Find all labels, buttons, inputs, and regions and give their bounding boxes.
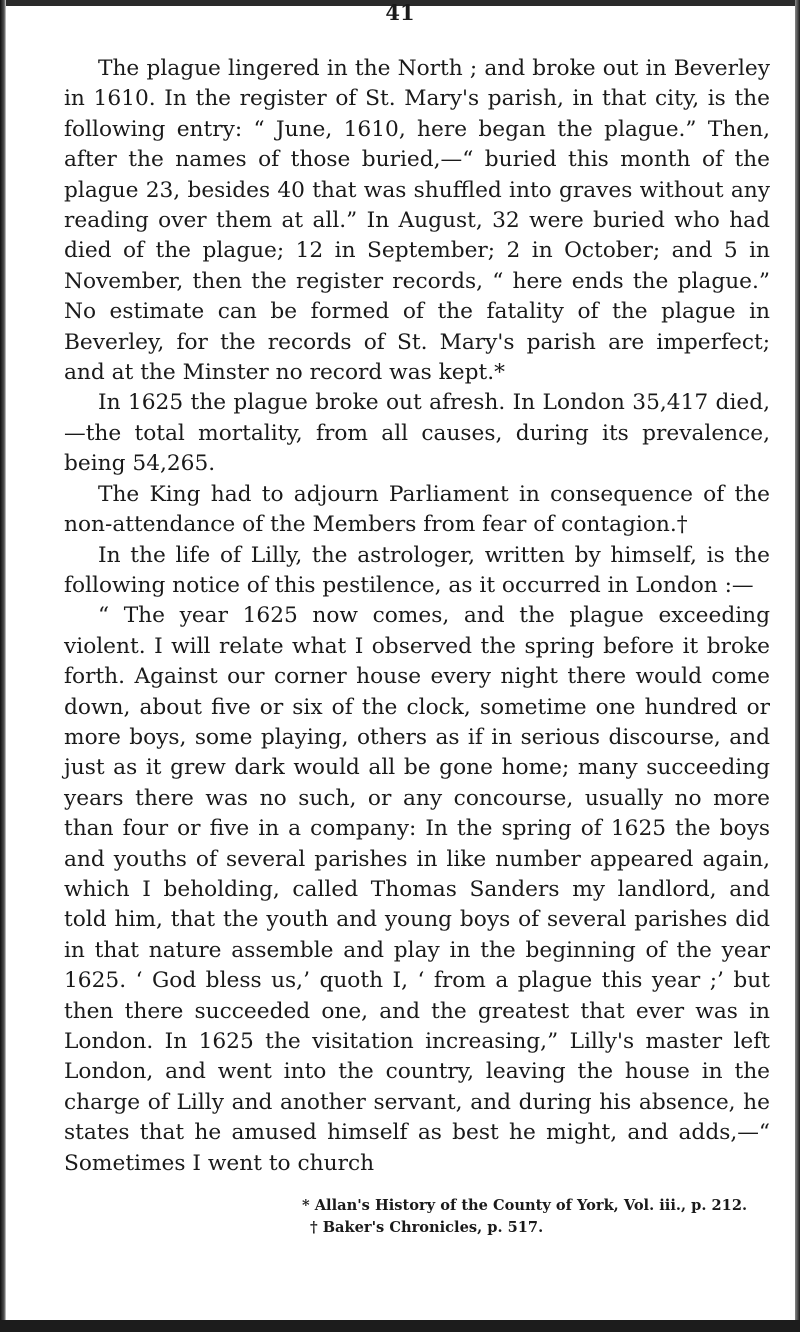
paragraph-lilly-intro: In the life of Lilly, the astrologer, written by himself, is the following notice of this pestilence, as it occurred in London :—: [64, 542, 770, 598]
page-body: [64, 54, 770, 1239]
paragraph-parliament-adjourned: The King had to adjourn Parliament in consequence of the non-attendance of the Members from fear of contagion.†: [64, 481, 770, 538]
footnote-baker: † Baker's Chronicles, p. 517.: [310, 1219, 544, 1237]
paragraph-beverley-plague: The plague lingered in the North ; and broke out in Beverley in 1610. In the register of St. Mary's parish, in that city, is the following entry: “ June, 1610, here began the plague.” Then, after the names of those buried,—“ buried this month of the plague 23, besides 40 that was shuffled into graves without any reading over them at all.” In August, 32 were buried who had died of the plague; 12 in September; 2 in October; and 5 in November, then the register records, “ here ends the plague.” No estimate can be formed of the fatality of the plague in Beverley, for the records of St. Mary's parish are imperfect; and at the Minster no record was kept.*: [64, 56, 770, 386]
paragraph-lilly-quote: “ The year 1625 now comes, and the plague exceeding violent. I will relate what I observed the spring before it broke forth. Against our corner house every night there would come down, about five or six of the clock, sometime one hundred or more boys, some playing, others as if in serious discourse, and just as it grew dark would all be gone home; many succeeding years there was no such, or any concourse, usually no more than four or five in a company: In the spring of 1625 the boys and youths of several parishes in like number appeared again, which I beholding, called Thomas Sanders my landlord, and told him, that the youth and young boys of several parishes did in that nature assemble and play in the beginning of the year 1625. ‘ God bless us,’ quoth I, ‘ from a plague this year ;’ but then there succeeded one, and the greatest that ever was in London. In 1625 the visitation increasing,” Lilly's master left London, and went into the country, leaving the house in the charge of Lilly and another servant, and during his absence, he states that he amused himself as best he might, and adds,—“ Sometimes I went to church: [64, 603, 770, 1176]
footnote-allan: * Allan's History of the County of York, Vol. iii., p. 212.: [302, 1197, 748, 1215]
page-number: 41: [385, 0, 415, 25]
page-bottom-rule: [0, 1320, 800, 1332]
page-left-edge: [0, 0, 6, 1332]
footnotes: [64, 1195, 770, 1239]
page-right-edge: [795, 0, 800, 1332]
paragraph-1625-outbreak: In 1625 the plague broke out afresh. In London 35,417 died, —the total mortality, from all causes, during its prevalence, being 54,265.: [64, 390, 770, 477]
